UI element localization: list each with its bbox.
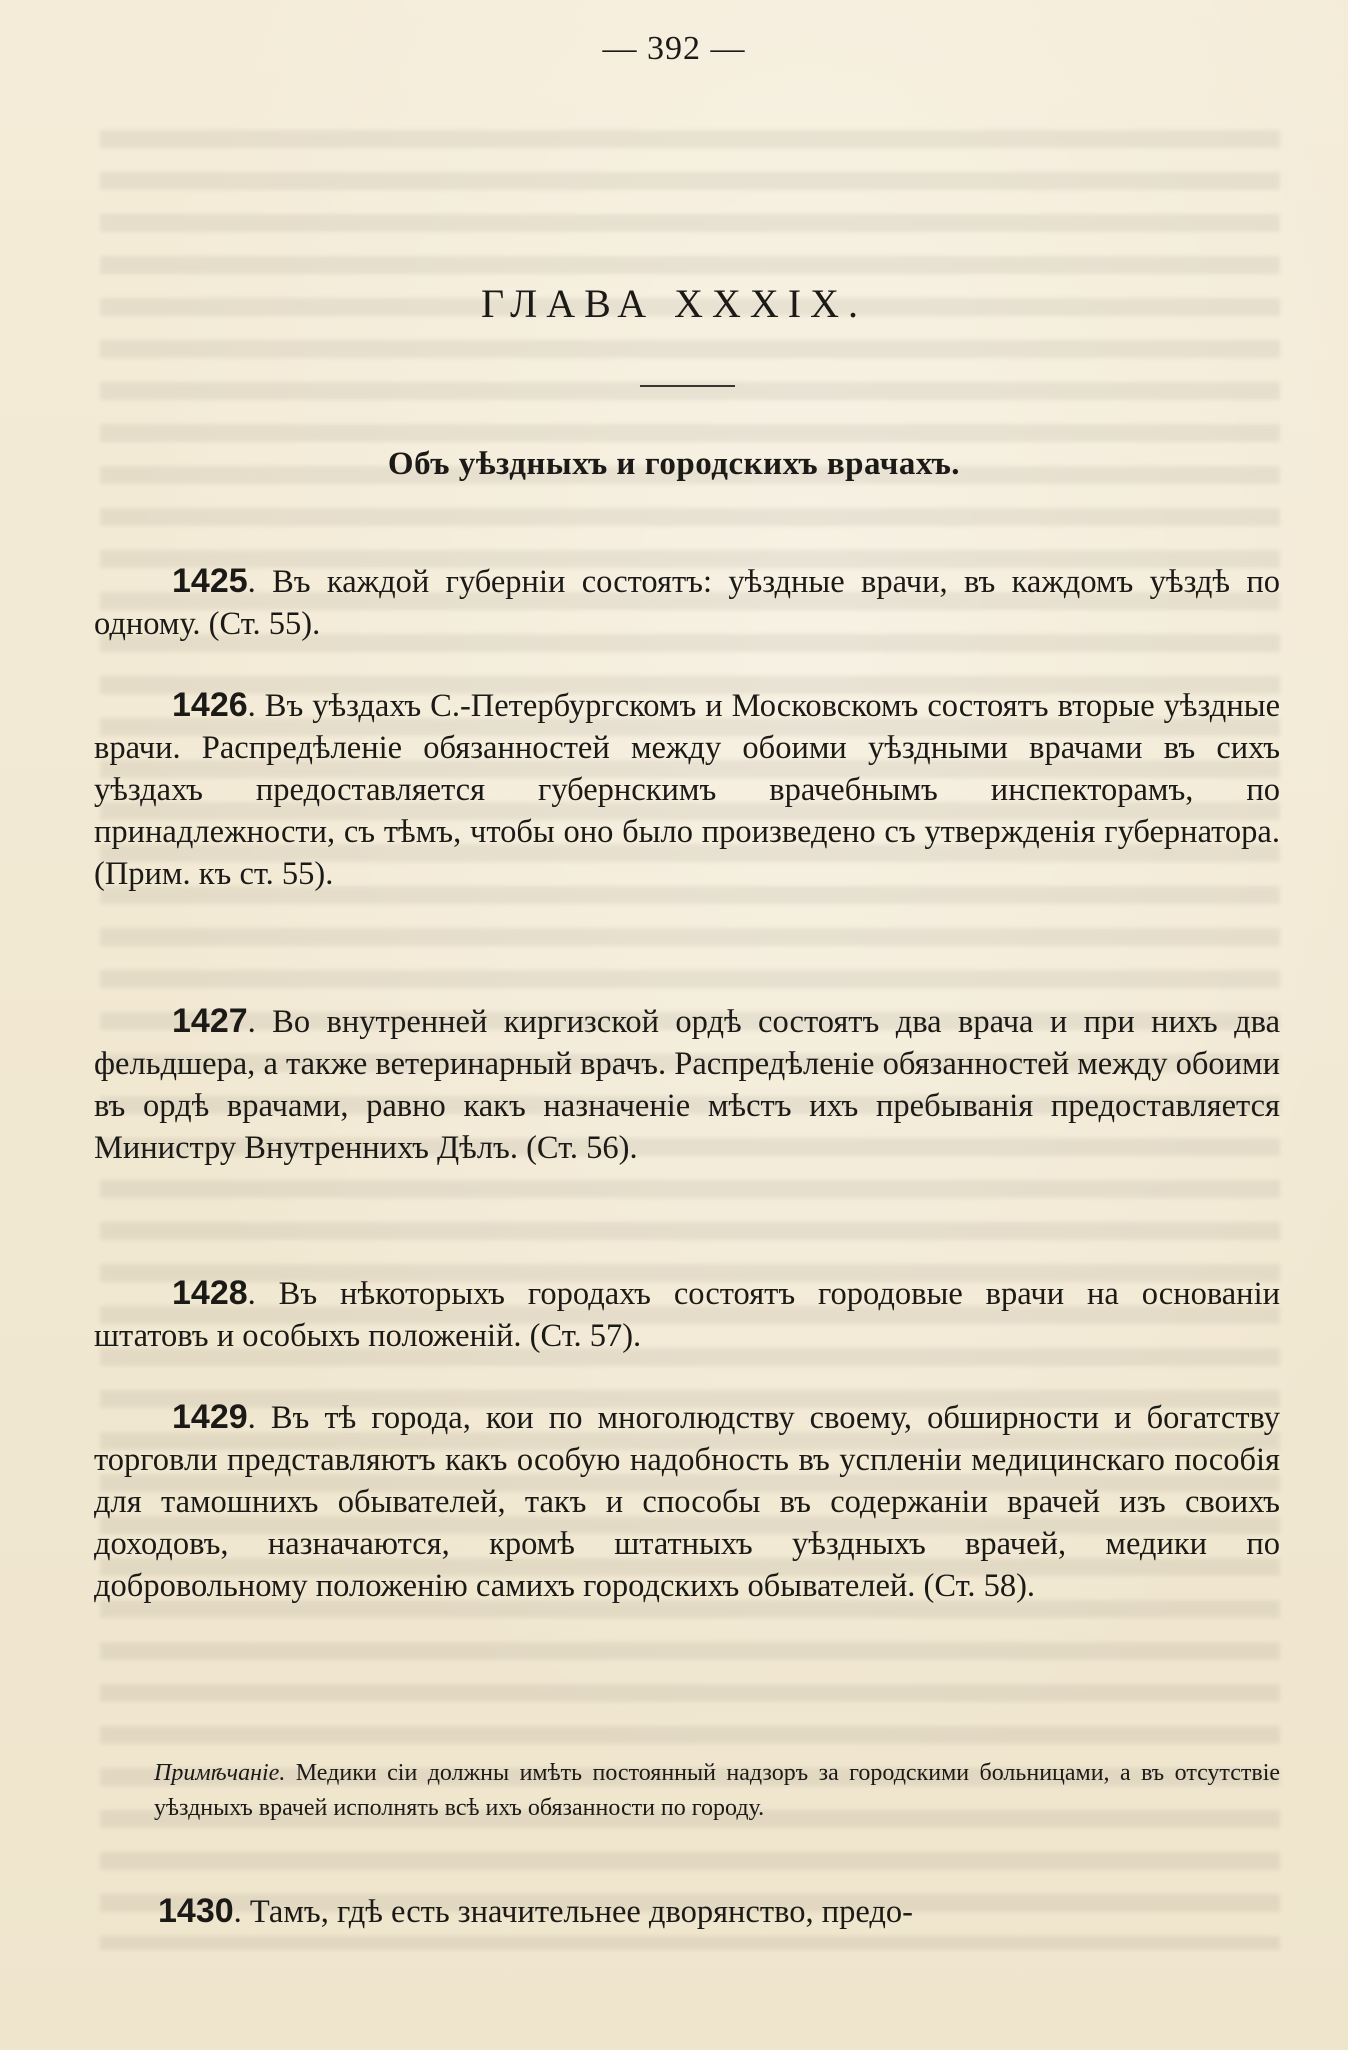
page-number: — 392 — bbox=[602, 30, 746, 67]
article-text: Тамъ, гдѣ есть значительнее дворянство, предо- bbox=[249, 1894, 913, 1930]
article-text: Въ каждой губерніи состоятъ: уѣздные врачи, въ каждомъ уѣздѣ по одному. (Ст. 55). bbox=[94, 564, 1280, 642]
article-1427: 1427. Во внутренней киргизской ордѣ состоятъ два врача и при нихъ два фельдшера, а также ветеринарный врачъ. Распредѣленіе обязанностей между обоими въ ордѣ врачами, равно какъ назначеніе мѣстъ ихъ пребыванія предоставляется Министру Внутреннихъ Дѣлъ. (Ст. 56). bbox=[94, 1002, 1280, 1166]
article-number: 1427 bbox=[172, 1002, 248, 1040]
article-text: Въ уѣздахъ С.-Петербургскомъ и Московскомъ состоятъ вторые уѣздные врачи. Распредѣленіе обязанностей между обоими уѣздными врачами въ сихъ уѣздахъ предоставляется губернскимъ врачебнымъ инспекторамъ, по принадлежности, съ тѣмъ, чтобы оно было произведено съ утвержденія губернатора. (Прим. къ ст. 55). bbox=[94, 688, 1280, 892]
article-text: Въ нѣкоторыхъ городахъ состоятъ городовые врачи на основаніи штатовъ и особыхъ положеній. (Ст. 57). bbox=[94, 1276, 1281, 1354]
chapter-divider bbox=[640, 385, 735, 387]
article-1430: 1430. Тамъ, гдѣ есть значительнее дворянство, предо- bbox=[158, 1892, 913, 1930]
article-1428: 1428. Въ нѣкоторыхъ городахъ состоятъ городовые врачи на основаніи штатовъ и особыхъ положеній. (Ст. 57). bbox=[94, 1274, 1281, 1354]
article-number: 1428 bbox=[172, 1274, 248, 1312]
note-text: Медики сіи должны имѣть постоянный надзоръ за городскими больницами, а въ отсутствіе уѣздныхъ врачей исполнять всѣ ихъ обязанности по городу. bbox=[154, 1760, 1281, 1821]
article-text: Во внутренней киргизской ордѣ состоятъ два врача и при нихъ два фельдшера, а также ветеринарный врачъ. Распредѣленіе обязанностей между обоими въ ордѣ врачами, равно какъ назначеніе мѣстъ ихъ пребыванія предоставляется Министру Внутреннихъ Дѣлъ. (Ст. 56). bbox=[94, 1004, 1280, 1166]
article-text: Въ тѣ города, кои по многолюдству своему, обширности и богатству торговли представляютъ какъ особую надобность въ успленіи медицинскаго пособія для тамошнихъ обывателей, такъ и способы въ содержаніи врачей изъ своихъ доходовъ, назначаются, кромѣ штатныхъ уѣздныхъ врачей, медики по добровольному положенію самихъ городскихъ обывателей. (Ст. 58). bbox=[94, 1400, 1281, 1604]
article-note bbox=[94, 1756, 1280, 1826]
section-heading: Объ уѣздныхъ и городскихъ врачахъ. bbox=[387, 446, 961, 482]
article-number: 1425 bbox=[172, 562, 248, 600]
note-label: Примѣчаніе. bbox=[154, 1760, 286, 1786]
article-number: 1429 bbox=[172, 1398, 248, 1436]
chapter-title: ГЛАВА XXXIX. bbox=[480, 281, 868, 326]
article-number: 1426 bbox=[172, 686, 248, 724]
article-1429: 1429. Въ тѣ города, кои по многолюдству своему, обширности и богатству торговли представляютъ какъ особую надобность въ успленіи медицинскаго пособія для тамошнихъ обывателей, такъ и способы въ содержаніи врачей изъ своихъ доходовъ, назначаются, кромѣ штатныхъ уѣздныхъ врачей, медики по добровольному положенію самихъ городскихъ обывателей. (Ст. 58). bbox=[94, 1398, 1281, 1604]
article-1425: 1425. Въ каждой губерніи состоятъ: уѣздные врачи, въ каждомъ уѣздѣ по одному. (Ст. 55). bbox=[94, 562, 1280, 642]
article-number: 1430 bbox=[158, 1892, 234, 1930]
article-1426: 1426. Въ уѣздахъ С.-Петербургскомъ и Московскомъ состоятъ вторые уѣздные врачи. Распредѣленіе обязанностей между обоими уѣздными врачами въ сихъ уѣздахъ предоставляется губернскимъ врачебнымъ инспекторамъ, по принадлежности, съ тѣмъ, чтобы оно было произведено съ утвержденія губернатора. (Прим. къ ст. 55). bbox=[94, 686, 1280, 892]
